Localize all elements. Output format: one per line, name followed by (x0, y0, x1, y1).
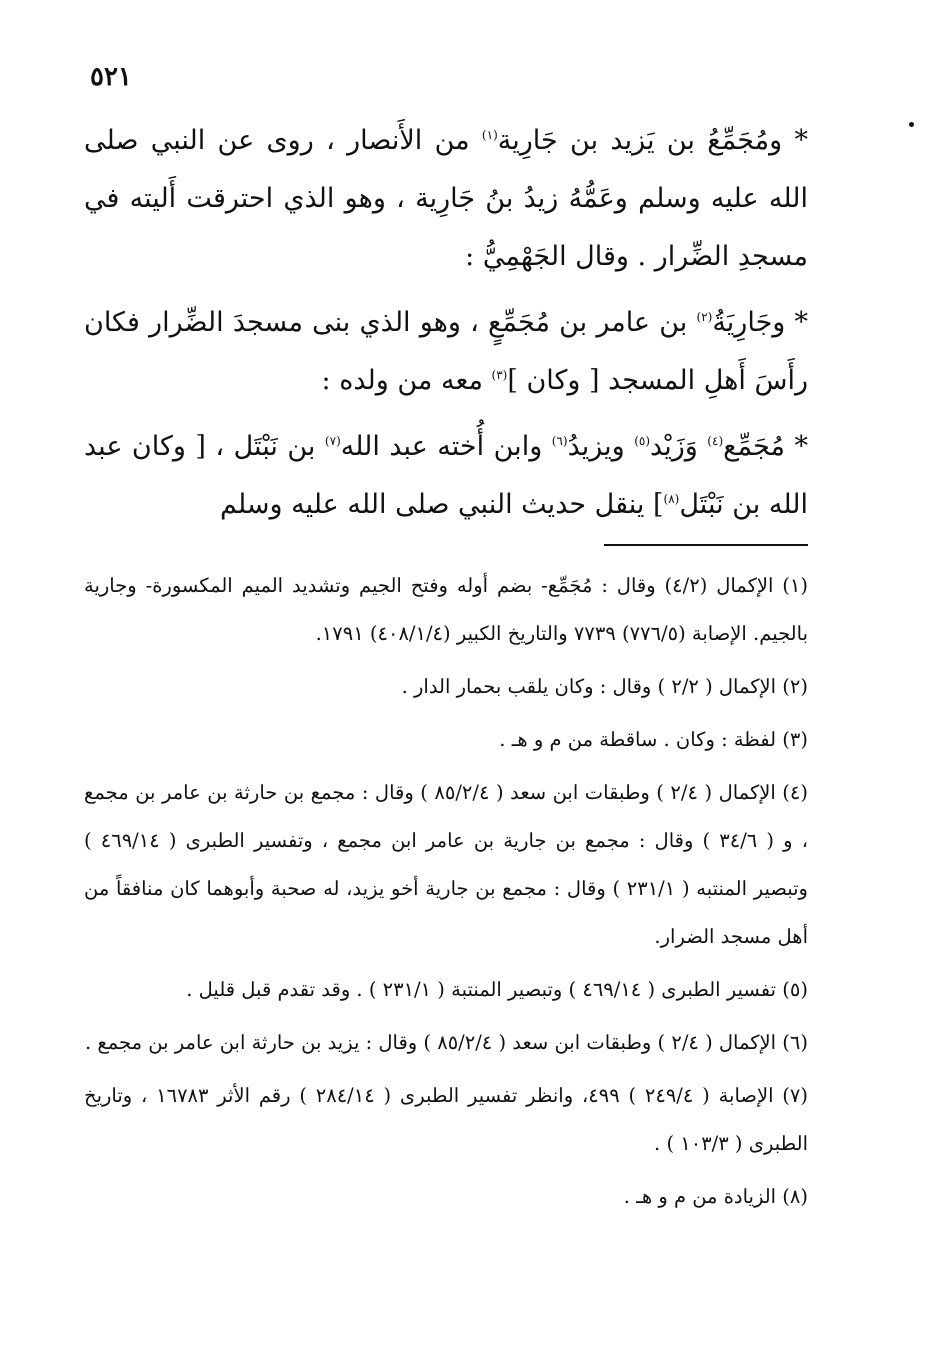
footnotes (84, 562, 808, 1226)
footnote-2: (٢) الإكمال ( ٢/٢ ) وقال : وكان يلقب بحمار الدار . (401, 675, 808, 698)
entry-text: وَزَيْد (650, 431, 708, 462)
entry-text: ويزيدُ (567, 431, 635, 462)
footnote-ref: (٧) (324, 434, 341, 448)
footnote-3: (٣) لفظة : وكان . ساقطة من م و هـ . (499, 728, 808, 751)
footnote-5: (٥) تفسير الطبرى ( ٤٦٩/١٤ ) وتبصير المنتبة ( ٢٣١/١ ) . وقد تقدم قبل قليل . (186, 978, 808, 1001)
entry-text: معه من ولده : (321, 365, 492, 396)
margin-mark (909, 122, 914, 127)
footnote-separator (604, 544, 808, 546)
entry-text: بن عامر بن مُجَمِّعٍ ، وهو الذي بنى مسجدَ الضِّرار فكان رأَسَ أَهلِ المسجد [ وكان ] (84, 307, 808, 396)
footnote-6: (٦) الإكمال ( ٢/٤ ) وطبقات ابن سعد ( ٨٥/٢/٤ ) وقال : يزيد بن حارثة ابن عامر بن مجمع . (84, 1031, 808, 1054)
footnote-4: (٤) الإكمال ( ٢/٤ ) وطبقات ابن سعد ( ٨٥/٢/٤ ) وقال : مجمع بن حارثة بن عامر بن مجمع ، و ( ٣٤/٦ ) وقال : مجمع بن جارية بن عامر ابن مجمع ، وتفسير الطبرى ( ٤٦٩/١٤ ) وتبصير المنتبه ( ٢٣١/١ ) وقال : مجمع بن جارية أخو يزيد، له صحبة وأبوهما كان منافقاً من أهل مسجد الضرار. (84, 781, 808, 948)
footnote-ref: (٣) (491, 368, 508, 382)
entry-mujammi-zayd-yazid (84, 418, 808, 534)
entry-text: بن نَبْتَل ، [ وكان عبد الله بن نَبْتَل (84, 431, 808, 520)
entry-jariya-ibn-amir (84, 294, 808, 410)
page-number: ٥٢١ (90, 62, 132, 92)
entry-text: ] ينقل حديث النبي صلى الله عليه وسلم (219, 489, 664, 520)
footnote-ref: (٨) (663, 492, 680, 506)
entry-mujammi-ibn-yazid (84, 112, 808, 286)
entry-text: من الأَنصار ، روى عن النبي صلى الله عليه وسلم وعَمُّهُ زيدُ بنُ جَارِية ، وهو الذي احترقت أَليته في مسجدِ الضِّرار . وقال الجَهْمِيُّ : (84, 125, 808, 272)
footnote-ref: (٤) (707, 434, 724, 448)
footnote-ref: (١) (481, 128, 498, 142)
entry-text: * وجَارِيَةُ (712, 307, 808, 338)
entry-text: * مُجَمِّع (723, 431, 808, 462)
footnote-ref: (٢) (696, 310, 713, 324)
entry-text: وابن أُخته عبد الله (340, 431, 552, 462)
entry-text: * ومُجَمِّعُ بن يَزيد بن جَارِية (497, 125, 808, 156)
footnote-ref: (٦) (551, 434, 568, 448)
main-text (84, 112, 808, 542)
footnote-1: (١) الإكمال (٤/٢) وقال : مُجَمِّع- بضم أوله وفتح الجيم وتشديد الميم المكسورة- وجارية بالجيم. الإصابة (٧٧٦/٥) ٧٧٣٩ والتاريخ الكبير (٤٠٨/١/٤) ١٧٩١. (84, 574, 808, 645)
footnote-ref: (٥) (634, 434, 651, 448)
footnote-8: (٨) الزيادة من م و هـ . (623, 1185, 808, 1208)
footnote-7: (٧) الإصابة ( ٢٤٩/٤ ) ٤٩٩، وانظر تفسير الطبرى ( ٢٨٤/١٤ ) رقم الأثر ١٦٧٨٣ ، وتاريخ الطبرى ( ١٠٣/٣ ) . (84, 1084, 808, 1155)
